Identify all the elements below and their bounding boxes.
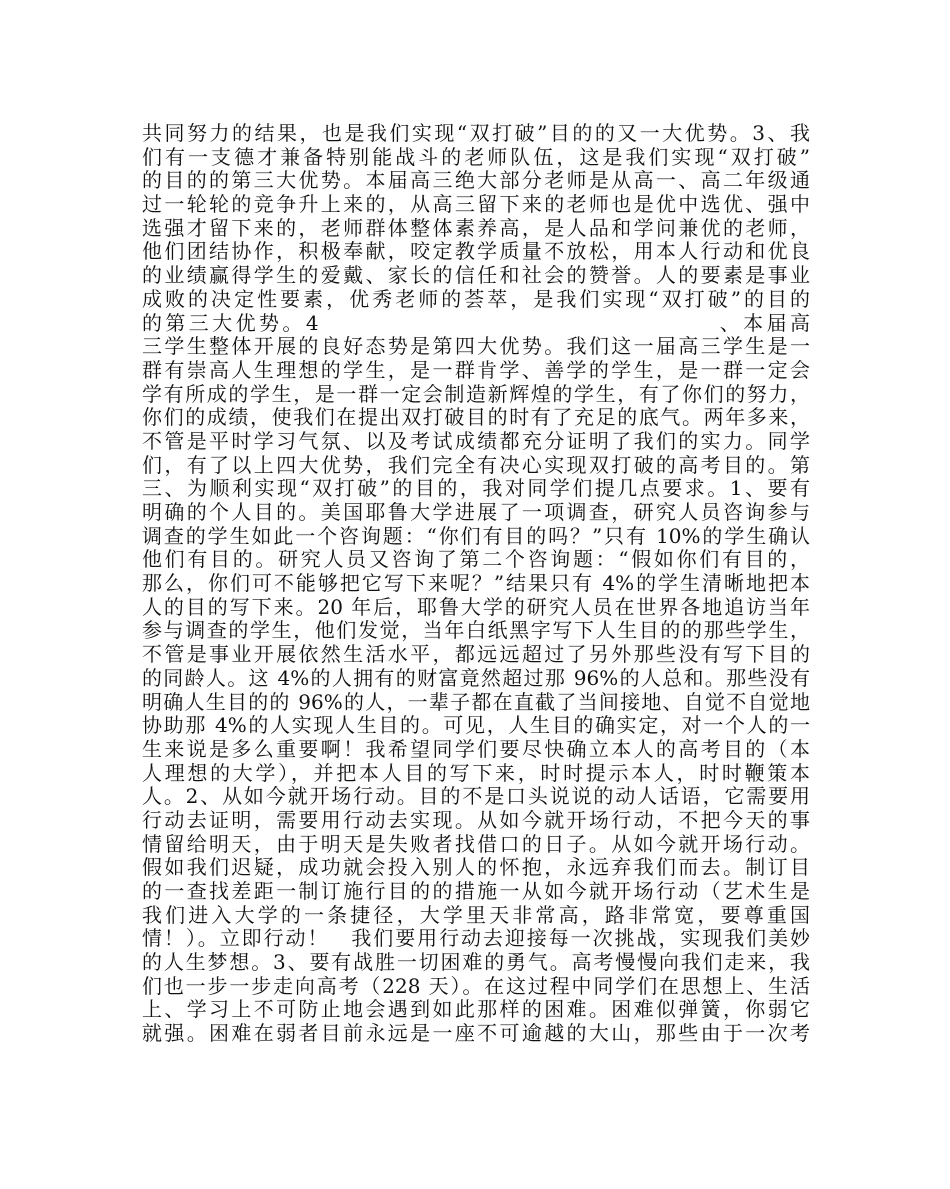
text-line: 就强。困难在弱者目前永远是一座不可逾越的大山，那些由于一次考 — [142, 1022, 810, 1046]
text-line: 明确人生目的的 96%的人，一辈子都在直截了当间接地、自觉不自觉地 — [142, 690, 810, 714]
text-line: 不管是平时学习气氛、以及考试成绩都充分证明了我们的实力。同学 — [142, 429, 810, 453]
text-line: 们有一支德才兼备特别能战斗的老师队伍，这是我们实现“双打破” — [142, 145, 810, 169]
text-line: 你们的成绩，使我们在提出双打破目的时有了充足的底气。两年多来， — [142, 406, 810, 430]
text-line: 的同龄人。这 4%的人拥有的财富竟然超过那 96%的人总和。那些没有 — [142, 666, 810, 690]
text-line: 假如我们迟疑，成功就会投入别人的怀抱，永远弃我们而去。制订目 — [142, 856, 810, 880]
text-line: 他们团结协作，积极奉献，咬定教学质量不放松，用本人行动和优良 — [142, 240, 810, 264]
body-text — [142, 122, 810, 1046]
text-line: 上、学习上不可防止地会遇到如此那样的困难。困难似弹簧，你弱它 — [142, 998, 810, 1022]
text-line: 情！）。立即行动！ 我们要用行动去迎接每一次挑战，实现我们美妙 — [142, 927, 810, 951]
text-line: 那么，你们可不能够把它写下来呢？”结果只有 4%的学生清晰地把本 — [142, 572, 810, 596]
text-line: 我们进入大学的一条捷径，大学里天非常高，路非常宽，要尊重国 — [142, 903, 810, 927]
text-line: 成败的决定性要素，优秀老师的荟萃，是我们实现“双打破”的目的 — [142, 287, 810, 311]
text-line: 三、为顺利实现“双打破”的目的，我对同学们提几点要求。1、要有 — [142, 477, 810, 501]
text-line: 三学生整体开展的良好态势是第四大优势。我们这一届高三学生是一 — [142, 335, 810, 359]
text-line: 协助那 4%的人实现人生目的。可见，人生目的确实定，对一个人的一 — [142, 714, 810, 738]
text-line: 行动去证明，需要用行动去实现。从如今就开场行动，不把今天的事 — [142, 808, 810, 832]
text-line: 人。2、从如今就开场行动。目的不是口头说说的动人话语，它需要用 — [142, 785, 810, 809]
text-line: 学有所成的学生，是一群一定会制造新辉煌的学生，有了你们的努力， — [142, 382, 810, 406]
text-line: 共同努力的结果，也是我们实现“双打破”目的的又一大优势。3、我 — [142, 122, 810, 145]
text-line: 过一轮轮的竞争升上来的，从高三留下来的老师也是优中选优、强中 — [142, 193, 810, 217]
text-line: 的业绩赢得学生的爱戴、家长的信任和社会的赞誉。人的要素是事业 — [142, 264, 810, 288]
text-line: 明确的个人目的。美国耶鲁大学进展了一项调查，研究人员咨询参与 — [142, 501, 810, 524]
text-line: 的一查找差距一制订施行目的的措施一从如今就开场行动（艺术生是 — [142, 880, 810, 903]
text-line: 不管是事业开展依然生活水平，都远远超过了另外那些没有写下目的 — [142, 643, 810, 667]
text-line: 生来说是多么重要啊！我希望同学们要尽快确立本人的高考目的（本 — [142, 737, 810, 761]
text-line: 调查的学生如此一个咨询题：“你们有目的吗？”只有 10%的学生确认 — [142, 524, 810, 548]
text-line: 的第三大优势。4 、本届高 — [142, 311, 810, 335]
text-line: 人的目的写下来。20 年后，耶鲁大学的研究人员在世界各地追访当年 — [142, 595, 810, 619]
text-line: 人理想的大学），并把本人目的写下来，时时提示本人，时时鞭策本 — [142, 761, 810, 785]
text-line: 他们有目的。研究人员又咨询了第二个咨询题：“假如你们有目的， — [142, 548, 810, 572]
text-line: 的目的的第三大优势。本届高三绝大部分老师是从高一、高二年级通 — [142, 169, 810, 193]
text-line: 们也一步一步走向高考（228 天）。在这过程中同学们在思想上、生活 — [142, 974, 810, 998]
text-line: 的人生梦想。3、要有战胜一切困难的勇气。高考慢慢向我们走来，我 — [142, 951, 810, 975]
text-line: 情留给明天，由于明天是失败者找借口的日子。从如今就开场行动。 — [142, 832, 810, 856]
text-line: 群有崇高人生理想的学生，是一群肯学、善学的学生，是一群一定会 — [142, 358, 810, 382]
text-line: 参与调查的学生，他们发觉，当年白纸黑字写下人生目的的那些学生， — [142, 619, 810, 643]
text-line: 们，有了以上四大优势，我们完全有决心实现双打破的高考目的。第 — [142, 453, 810, 477]
text-line: 选强才留下来的，老师群体整体素养高，是人品和学问兼优的老师， — [142, 216, 810, 240]
